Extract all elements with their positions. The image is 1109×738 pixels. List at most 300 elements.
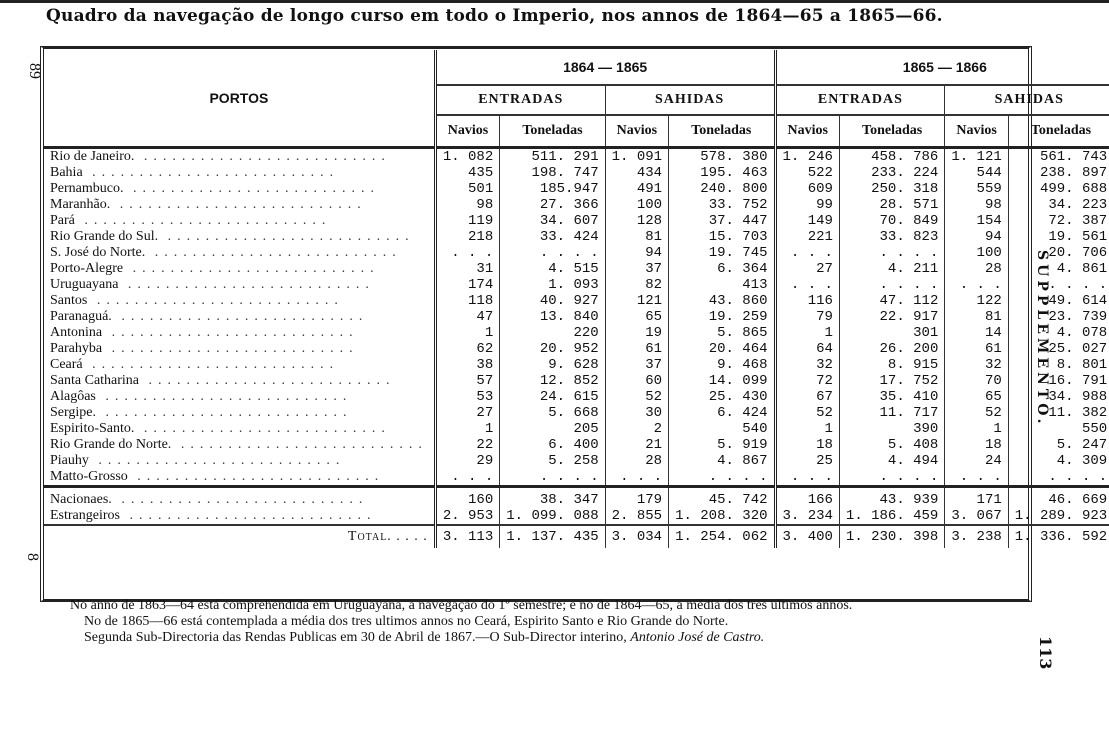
toneladas-cell: 1. 289. 923 — [1014, 508, 1108, 524]
navios-cell: 501 — [435, 181, 499, 197]
table-row — [44, 229, 1109, 245]
footnote-2: No de 1865—66 está contemplada a média dos tres ultimos annos no Ceará, Espirito Santo e Rio Grande do Norte. — [84, 614, 729, 629]
port-name — [44, 325, 435, 341]
toneladas-cell: 6. 424 — [669, 405, 775, 421]
port-label: Matto-Grosso — [50, 469, 128, 484]
toneladas-cell: 49. 614 — [1048, 293, 1108, 309]
port-label: Antonina — [50, 325, 103, 340]
toneladas-cell: 458. 786 — [839, 148, 944, 166]
col-navios: Navios — [945, 115, 1008, 148]
navios-cell: 81 — [605, 229, 668, 245]
navios-cell: 2. 855 — [605, 508, 668, 525]
navios-cell: 179 — [605, 487, 668, 509]
navios-cell: 100 — [605, 197, 668, 213]
port-name — [44, 293, 435, 309]
port-name — [44, 229, 435, 245]
toneladas-cell: 11. 382 — [1048, 405, 1108, 421]
toneladas-cell: 12. 852 — [500, 373, 605, 389]
summary-rows — [44, 487, 1109, 526]
col-navios: Navios — [775, 115, 839, 148]
table-row — [44, 487, 1109, 509]
toneladas-cell: 23. 739 — [1048, 309, 1108, 325]
navios-cell: 94 — [605, 245, 668, 261]
port-label: Espirito-Santo. — [50, 421, 135, 436]
port-label: Uruguayana — [50, 277, 119, 292]
port-name — [44, 309, 435, 325]
port-name — [44, 469, 435, 487]
total-row — [44, 525, 1109, 548]
toneladas-cell: 33. 752 — [669, 197, 775, 213]
port-name — [44, 148, 435, 166]
navios-cell: 38 — [435, 357, 499, 373]
leader-dots: .......................... — [74, 213, 332, 228]
toneladas-cell: 35. 410 — [839, 389, 944, 405]
navios-cell: . . . — [945, 469, 1008, 487]
navios-cell: 99 — [775, 197, 839, 213]
toneladas-cell: 43. 939 — [839, 487, 944, 509]
col-toneladas: Toneladas — [500, 115, 605, 148]
table-row — [44, 508, 1109, 525]
table-row — [44, 389, 1109, 405]
toneladas-cell: . . . . — [839, 277, 944, 293]
port-name — [44, 165, 435, 181]
page-number: 113 — [1036, 636, 1055, 670]
port-name — [44, 453, 435, 469]
toneladas-cell: 70. 849 — [839, 213, 944, 229]
navios-cell: 1. 082 — [435, 148, 499, 166]
toneladas-cell: 1. 099. 088 — [500, 508, 605, 525]
period-header-1865-1866: 1865 — 1866 — [902, 59, 987, 76]
total-rows — [44, 525, 1109, 548]
navios-cell: 18 — [775, 437, 839, 453]
toneladas-cell: 301 — [839, 325, 944, 341]
toneladas-cell: 4. 309 — [1056, 453, 1108, 469]
navios-cell: 166 — [775, 487, 839, 509]
leader-dots: .......................... — [145, 245, 402, 260]
toneladas-cell: 5. 258 — [500, 453, 605, 469]
port-label: Rio Grande do Sul. — [50, 229, 159, 244]
toneladas-cell: 19. 561 — [1048, 229, 1108, 245]
toneladas-cell: 16. 791 — [1048, 373, 1108, 389]
table-row — [44, 165, 1109, 181]
navios-cell: 47 — [435, 309, 499, 325]
toneladas-cell: 34. 988 — [1048, 389, 1108, 405]
leader-dots: .......................... — [139, 373, 396, 388]
table-row — [44, 309, 1109, 325]
entradas-header: ENTRADAS — [435, 85, 605, 115]
leader-dots: .......................... — [123, 181, 380, 196]
port-label: Pará — [50, 213, 75, 228]
leader-dots: .......................... — [134, 149, 391, 164]
port-name — [44, 357, 435, 373]
toneladas-cell: 28. 571 — [839, 197, 944, 213]
toneladas-cell: 4. 515 — [500, 261, 605, 277]
navios-cell: 118 — [435, 293, 499, 309]
toneladas-cell: 40. 927 — [500, 293, 605, 309]
leader-dots: .......................... — [119, 508, 377, 523]
sahidas-header: SAHIDAS — [945, 85, 1109, 115]
navios-cell: 98 — [435, 197, 499, 213]
toneladas-cell: 20. 952 — [500, 341, 605, 357]
navios-cell: 79 — [775, 309, 839, 325]
leader-dots: .......................... — [102, 325, 359, 340]
leader-dots: .......................... — [111, 492, 369, 507]
toneladas-cell: 1. 230. 398 — [839, 525, 944, 548]
portos-header: PORTOS — [44, 50, 435, 148]
table-row — [44, 405, 1109, 421]
navios-cell: 609 — [775, 181, 839, 197]
navios-cell: 160 — [435, 487, 499, 509]
toneladas-cell: 34. 223 — [1048, 197, 1108, 213]
leader-dots: .......................... — [171, 437, 428, 452]
leader-dots: .......................... — [110, 197, 367, 212]
toneladas-cell: 38. 347 — [500, 487, 605, 509]
toneladas-cell: 24. 615 — [500, 389, 605, 405]
table-row — [44, 277, 1109, 293]
toneladas-cell: . . . . — [1048, 277, 1108, 293]
navios-cell: 1 — [945, 421, 1008, 437]
toneladas-cell: 20. 706 — [1048, 245, 1108, 261]
navios-cell: . . . — [945, 277, 1008, 293]
toneladas-cell: 4. 861 — [1056, 261, 1108, 277]
toneladas-cell: 4. 867 — [669, 453, 775, 469]
navios-cell: 98 — [945, 197, 1008, 213]
toneladas-cell: 5. 408 — [839, 437, 944, 453]
toneladas-cell: 511. 291 — [500, 148, 605, 166]
port-name — [44, 373, 435, 389]
toneladas-cell: 1. 186. 459 — [839, 508, 944, 525]
signature-line — [38, 630, 1028, 646]
toneladas-cell: 1. 093 — [500, 277, 605, 293]
navios-cell: 25 — [775, 453, 839, 469]
navios-cell: 2 — [605, 421, 668, 437]
navios-cell: 1. 091 — [605, 148, 668, 166]
leader-dots: .......................... — [88, 453, 346, 468]
port-label: Maranhão. — [50, 197, 111, 212]
table-row — [44, 148, 1109, 166]
navios-cell: 52 — [775, 405, 839, 421]
table-row — [44, 341, 1109, 357]
navios-cell: 174 — [435, 277, 499, 293]
port-name — [44, 213, 435, 229]
toneladas-cell: 72. 387 — [1048, 213, 1108, 229]
port-label: Parahyba — [50, 341, 103, 356]
sahidas-header: SAHIDAS — [605, 85, 775, 115]
navios-cell: 3. 113 — [435, 525, 499, 548]
port-label: Piauhy — [50, 453, 89, 468]
leader-dots: .......................... — [118, 277, 375, 292]
toneladas-cell: 499. 688 — [1039, 181, 1108, 197]
navios-cell: . . . — [775, 245, 839, 261]
navios-cell: 53 — [435, 389, 499, 405]
toneladas-cell: 47. 112 — [839, 293, 944, 309]
navios-cell: 128 — [605, 213, 668, 229]
port-label: Paranaguá. — [50, 309, 112, 324]
port-name — [44, 341, 435, 357]
navios-cell: 30 — [605, 405, 668, 421]
footnotes — [38, 598, 1028, 646]
total-label: Total. . . . . — [44, 525, 435, 548]
navios-cell: 1 — [775, 325, 839, 341]
leader-dots: .......................... — [82, 357, 340, 372]
table-row — [44, 293, 1109, 309]
leader-dots: .......................... — [102, 341, 359, 356]
navios-cell: 122 — [945, 293, 1008, 309]
port-label: Sergipe. — [50, 405, 97, 420]
navios-cell: 221 — [775, 229, 839, 245]
toneladas-cell: 6. 364 — [669, 261, 775, 277]
toneladas-cell: 19. 745 — [669, 245, 775, 261]
leader-dots: .......................... — [111, 309, 369, 324]
toneladas-cell: 198. 747 — [500, 165, 605, 181]
table-row — [44, 181, 1109, 197]
toneladas-cell: 9. 468 — [669, 357, 775, 373]
toneladas-cell: 37. 447 — [669, 213, 775, 229]
toneladas-cell: 205 — [500, 421, 605, 437]
toneladas-cell: 43. 860 — [669, 293, 775, 309]
navios-cell: 154 — [945, 213, 1008, 229]
toneladas-cell: 45. 742 — [669, 487, 775, 509]
table-row — [44, 197, 1109, 213]
toneladas-cell: 250. 318 — [839, 181, 944, 197]
navios-cell: 28 — [605, 453, 668, 469]
navios-cell: 491 — [605, 181, 668, 197]
toneladas-cell: 5. 247 — [1056, 437, 1108, 453]
top-rule — [0, 0, 1109, 3]
navios-cell: 435 — [435, 165, 499, 181]
table-row — [44, 421, 1109, 437]
navios-cell: 559 — [945, 181, 1008, 197]
navios-cell: 27 — [435, 405, 499, 421]
navios-cell: 14 — [945, 325, 1008, 341]
port-name — [44, 245, 435, 261]
port-rows — [44, 148, 1109, 487]
port-label: Nacionaes. — [50, 492, 112, 507]
navios-cell: 60 — [605, 373, 668, 389]
navios-cell: 82 — [605, 277, 668, 293]
port-label: Santos — [50, 293, 88, 308]
toneladas-cell: 1. 137. 435 — [500, 525, 605, 548]
navios-cell: 3. 234 — [775, 508, 839, 525]
navios-cell: . . . — [775, 469, 839, 487]
toneladas-cell: 561. 743 — [1039, 149, 1108, 165]
navios-cell: 434 — [605, 165, 668, 181]
col-navios: Navios — [605, 115, 668, 148]
port-label: Estrangeiros — [50, 508, 120, 523]
navios-cell: 18 — [945, 437, 1008, 453]
navios-cell: 3. 400 — [775, 525, 839, 548]
navios-cell: 62 — [435, 341, 499, 357]
navios-cell: 37 — [605, 357, 668, 373]
signature-text: Segunda Sub-Directoria das Rendas Publicas em 30 de Abril de 1867.—O Sub-Director interino, — [84, 630, 631, 645]
navios-cell: 121 — [605, 293, 668, 309]
toneladas-cell: 195. 463 — [669, 165, 775, 181]
navios-cell: 116 — [775, 293, 839, 309]
table-row — [44, 325, 1109, 341]
toneladas-cell: 233. 224 — [839, 165, 944, 181]
navios-cell: 61 — [605, 341, 668, 357]
table-row — [44, 245, 1109, 261]
table-row — [44, 373, 1109, 389]
port-label: Alagôas — [50, 389, 96, 404]
toneladas-cell: 8. 801 — [1056, 357, 1108, 373]
port-name — [44, 508, 435, 525]
port-name — [44, 197, 435, 213]
leader-dots: .......................... — [96, 405, 353, 420]
navios-cell: 1 — [775, 421, 839, 437]
navios-cell: 52 — [945, 405, 1008, 421]
navios-cell: 3. 238 — [945, 525, 1008, 548]
supplement-label: SUPPLEMENTO. — [1034, 250, 1050, 428]
toneladas-cell: 413 — [669, 277, 775, 293]
navigation-table — [44, 50, 1109, 548]
navios-cell: 32 — [945, 357, 1008, 373]
navios-cell: 218 — [435, 229, 499, 245]
toneladas-cell: . . . . — [839, 245, 944, 261]
port-label: Bahia — [50, 165, 83, 180]
navios-cell: 3. 067 — [945, 508, 1008, 525]
navios-cell: 27 — [775, 261, 839, 277]
leader-dots: .......................... — [82, 165, 340, 180]
toneladas-cell: . . . . — [669, 469, 775, 487]
toneladas-cell: 22. 917 — [839, 309, 944, 325]
margin-number-top: 89 — [26, 63, 43, 79]
navios-cell: 32 — [775, 357, 839, 373]
port-name — [44, 389, 435, 405]
toneladas-cell: 4. 211 — [839, 261, 944, 277]
margin-number-bottom: 8 — [24, 553, 41, 561]
port-label: Rio de Janeiro. — [50, 149, 135, 164]
toneladas-cell: 34. 607 — [500, 213, 605, 229]
port-label: Rio Grande do Norte. — [50, 437, 172, 452]
toneladas-cell: 240. 800 — [669, 181, 775, 197]
navios-cell: 52 — [605, 389, 668, 405]
toneladas-cell: 578. 380 — [669, 148, 775, 166]
toneladas-cell: 27. 366 — [500, 197, 605, 213]
toneladas-cell: 4. 494 — [839, 453, 944, 469]
toneladas-cell: . . . . — [500, 245, 605, 261]
port-label: Porto-Alegre — [50, 261, 124, 276]
leader-dots: .......................... — [95, 389, 353, 404]
toneladas-cell: 26. 200 — [839, 341, 944, 357]
navios-cell: 65 — [945, 389, 1008, 405]
navios-cell: 28 — [945, 261, 1008, 277]
port-label: Ceará — [50, 357, 83, 372]
port-name — [44, 487, 435, 509]
signature-name: Antonio José de Castro. — [630, 630, 765, 645]
table-row — [44, 437, 1109, 453]
port-label: Pernambuco. — [50, 181, 124, 196]
port-label: S. José do Norte. — [50, 245, 146, 260]
table-row — [44, 213, 1109, 229]
entradas-header: ENTRADAS — [775, 85, 945, 115]
col-navios: Navios — [435, 115, 499, 148]
toneladas-cell: 238. 897 — [1039, 165, 1108, 181]
toneladas-cell: . . . . — [500, 469, 605, 487]
navios-cell: 67 — [775, 389, 839, 405]
navios-cell: 522 — [775, 165, 839, 181]
port-name — [44, 421, 435, 437]
navios-cell: 1. 121 — [945, 148, 1008, 166]
toneladas-cell: 1. 336. 592 — [1008, 525, 1109, 548]
navios-cell: 94 — [945, 229, 1008, 245]
toneladas-cell: 14. 099 — [669, 373, 775, 389]
navios-cell: 57 — [435, 373, 499, 389]
table-row — [44, 261, 1109, 277]
toneladas-cell: 1. 254. 062 — [669, 525, 775, 548]
leader-dots: .......................... — [127, 469, 385, 484]
toneladas-cell: 20. 464 — [669, 341, 775, 357]
toneladas-cell: 19. 259 — [669, 309, 775, 325]
table-row — [44, 453, 1109, 469]
navios-cell: 171 — [945, 487, 1008, 509]
navios-cell: 64 — [775, 341, 839, 357]
navios-cell: . . . — [605, 469, 668, 487]
period-header-1864-1865: 1864 — 1865 — [435, 50, 775, 85]
toneladas-cell: 550 — [1081, 421, 1108, 437]
navios-cell: 31 — [435, 261, 499, 277]
port-name — [44, 437, 435, 453]
navios-cell: 21 — [605, 437, 668, 453]
toneladas-cell: 185.947 — [500, 181, 605, 197]
leader-dots: .......................... — [87, 293, 344, 308]
leader-dots: .......................... — [158, 229, 415, 244]
toneladas-cell: 33. 424 — [500, 229, 605, 245]
toneladas-cell: 5. 668 — [500, 405, 605, 421]
col-toneladas: Toneladas — [669, 115, 775, 148]
navios-cell: 149 — [775, 213, 839, 229]
toneladas-cell: 1. 208. 320 — [669, 508, 775, 525]
toneladas-cell: 33. 823 — [839, 229, 944, 245]
toneladas-cell: 5. 919 — [669, 437, 775, 453]
navios-cell: 70 — [945, 373, 1008, 389]
port-name — [44, 277, 435, 293]
toneladas-cell: 220 — [500, 325, 605, 341]
toneladas-cell: 390 — [839, 421, 944, 437]
leader-dots: .......................... — [134, 421, 391, 436]
port-name — [44, 261, 435, 277]
leader-dots: .......................... — [123, 261, 380, 276]
navios-cell: 22 — [435, 437, 499, 453]
navios-cell: 72 — [775, 373, 839, 389]
toneladas-cell: 25. 027 — [1048, 341, 1108, 357]
table-row — [44, 469, 1109, 487]
navios-cell: 3. 034 — [605, 525, 668, 548]
navios-cell: 119 — [435, 213, 499, 229]
toneladas-cell: 5. 865 — [669, 325, 775, 341]
col-toneladas: Toneladas — [839, 115, 944, 148]
toneladas-cell: 13. 840 — [500, 309, 605, 325]
navios-cell: 65 — [605, 309, 668, 325]
navios-cell: . . . — [435, 245, 499, 261]
toneladas-cell: 25. 430 — [669, 389, 775, 405]
toneladas-cell: 8. 915 — [839, 357, 944, 373]
toneladas-cell: 9. 628 — [500, 357, 605, 373]
navios-cell: 37 — [605, 261, 668, 277]
navios-cell: 100 — [945, 245, 1008, 261]
document-title: Quadro da navegação de longo curso em todo o Imperio, nos annos de 1864—65 a 1865—66. — [46, 6, 943, 26]
toneladas-cell: . . . . — [1048, 469, 1108, 485]
toneladas-cell: 4. 078 — [1056, 325, 1108, 341]
toneladas-cell: . . . . — [839, 469, 944, 487]
port-name — [44, 181, 435, 197]
navios-cell: 19 — [605, 325, 668, 341]
col-toneladas: Toneladas — [1008, 115, 1109, 148]
toneladas-cell: 17. 752 — [839, 373, 944, 389]
navios-cell: 1 — [435, 421, 499, 437]
navios-cell: 544 — [945, 165, 1008, 181]
port-name — [44, 405, 435, 421]
